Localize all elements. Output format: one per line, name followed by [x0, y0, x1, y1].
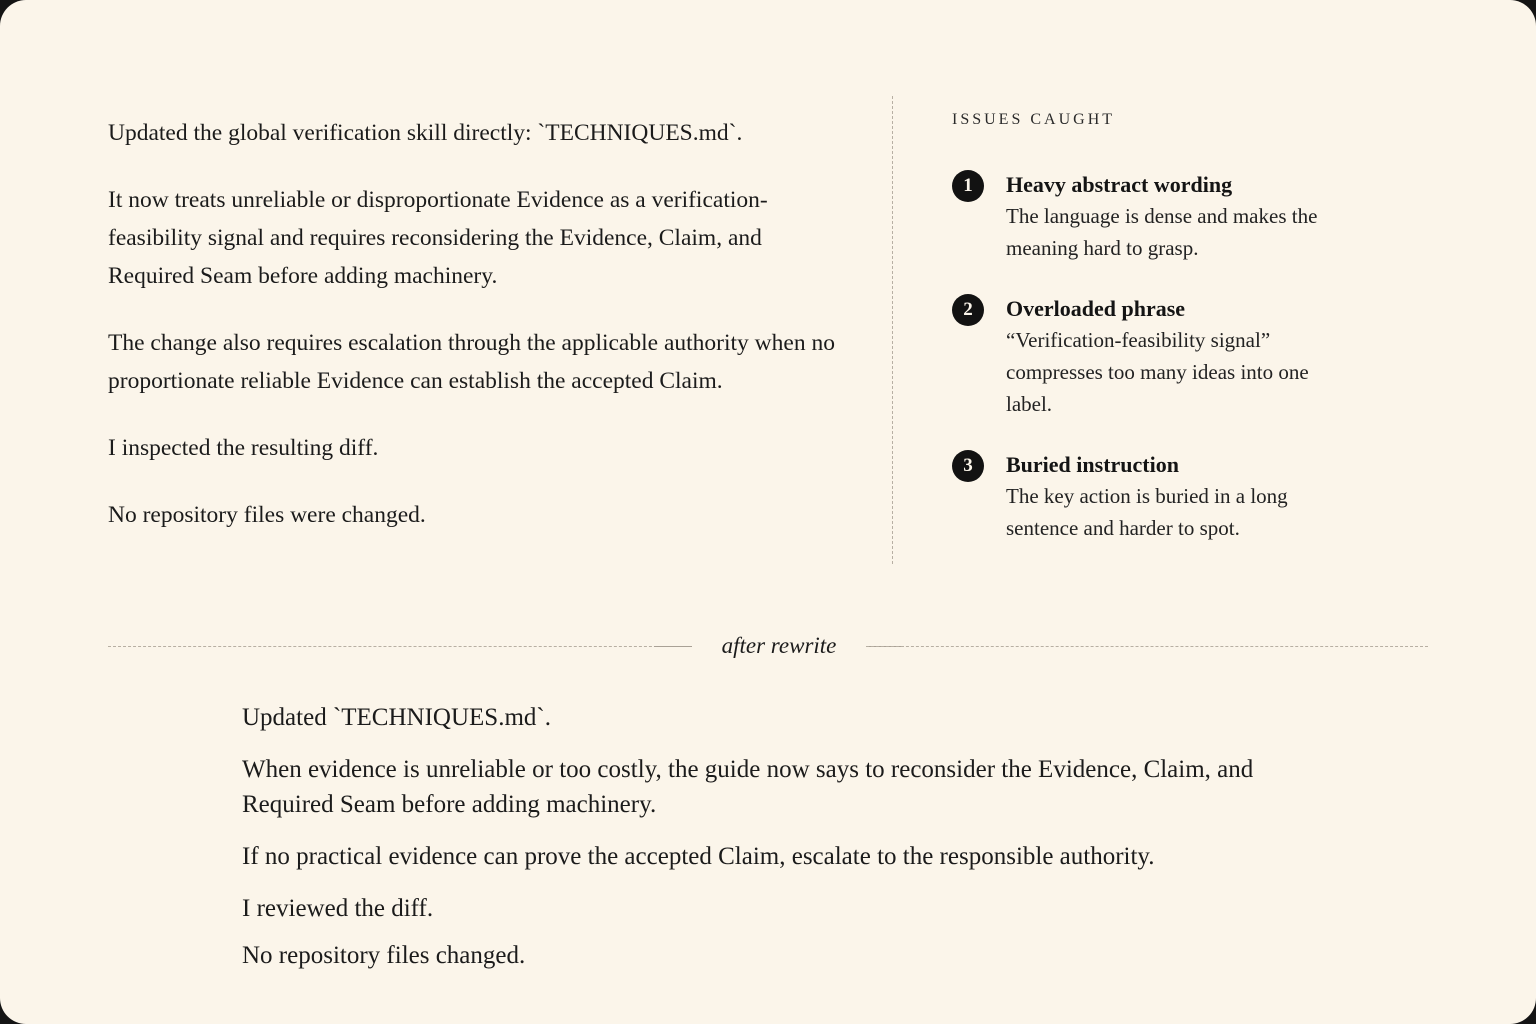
issue-description: “Verification-feasibility signal” compresses too many ideas into one label. — [1006, 328, 1309, 416]
rewritten-paragraph: Updated `TECHNIQUES.md`. — [242, 704, 551, 731]
original-paragraph: The change also requires escalation through the applicable authority when no proportionate reliable Evidence can establish the accepted Claim. — [108, 330, 835, 394]
separator-label: after rewrite — [721, 633, 837, 658]
issue-item — [952, 450, 1372, 544]
separator-accent-left — [654, 646, 692, 647]
issue-number-badge: 3 — [952, 450, 984, 482]
issue-number-badge: 2 — [952, 294, 984, 326]
original-paragraph: Updated the global verification skill directly: `TECHNIQUES.md`. — [108, 120, 743, 146]
vertical-divider — [892, 96, 893, 564]
issues-heading: ISSUES CAUGHT — [952, 111, 1116, 128]
rewritten-message — [242, 700, 1282, 990]
rewritten-paragraph: No repository files changed. — [242, 942, 526, 969]
issue-title: Overloaded phrase — [1006, 296, 1186, 321]
issue-description: The language is dense and makes the meaning hard to grasp. — [1006, 204, 1318, 260]
original-paragraph: No repository files were changed. — [108, 502, 426, 528]
after-rewrite-separator — [108, 628, 1428, 664]
issue-item — [952, 170, 1372, 264]
rewritten-paragraph: When evidence is unreliable or too costly, the guide now says to reconsider the Evidence, Claim, and Required Seam before adding machinery. — [242, 756, 1254, 818]
separator-line-left — [108, 646, 692, 647]
issue-title: Heavy abstract wording — [1006, 172, 1233, 197]
issue-description: The key action is buried in a long sentence and harder to spot. — [1006, 484, 1288, 540]
original-paragraph: It now treats unreliable or disproportionate Evidence as a verification-feasibility signal and requires reconsidering the Evidence, Claim, and Required Seam before adding machinery. — [108, 187, 768, 289]
original-message — [108, 114, 848, 563]
issue-number-badge: 1 — [952, 170, 984, 202]
separator-line-right — [866, 646, 1428, 647]
issues-panel — [952, 110, 1372, 574]
original-paragraph: I inspected the resulting diff. — [108, 435, 379, 461]
issue-item — [952, 294, 1372, 420]
rewritten-paragraph: I reviewed the diff. — [242, 895, 434, 922]
rewritten-paragraph: If no practical evidence can prove the accepted Claim, escalate to the responsible authority. — [242, 843, 1155, 870]
issue-title: Buried instruction — [1006, 452, 1179, 477]
